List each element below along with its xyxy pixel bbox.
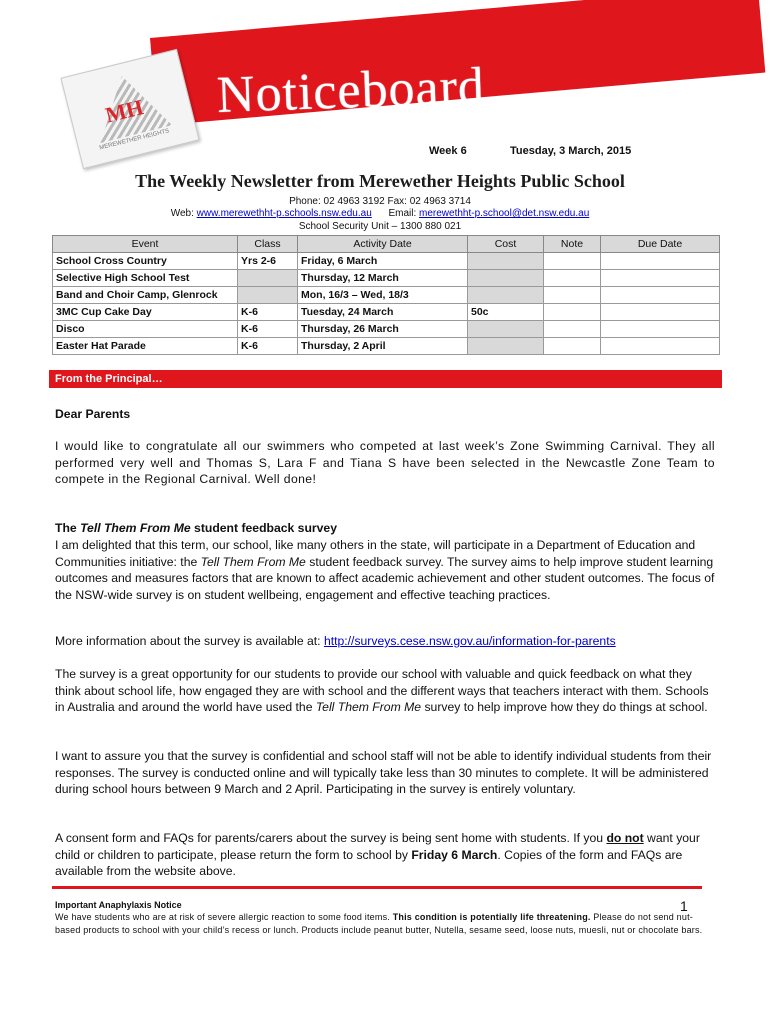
events-table-header-row [53, 236, 720, 253]
due-date-cell [601, 338, 720, 355]
para2-b: student feedback survey. The survey aims to help improve student learning outcomes and measures factors that are known to affect academic achievement and other student outcomes. The focus of the NSW-wide survey is on student wellbeing, engagement and effective teaching practices. [55, 554, 715, 602]
contact-web-email [0, 208, 760, 219]
para4-b: survey to help improve how they do things at school. [421, 700, 708, 714]
para3-text: More information about the survey is available at: [55, 634, 324, 648]
survey-info-paragraph [55, 633, 715, 650]
para4-a: The survey is a great opportunity for our students to provide our school with valuable and quick feedback on what they think about school life, how engaged they are with school and the different ways that teachers interact with them. Schools in Australia and around the world have used the [55, 667, 709, 714]
due-date-cell [601, 321, 720, 338]
para6-b: want your child or children to participate, please return the form to school by [55, 831, 700, 862]
table-row [53, 287, 720, 304]
class-cell [238, 287, 298, 304]
due-date-cell [601, 270, 720, 287]
do-not-emphasis: do not [606, 831, 644, 845]
para4-italic: Tell Them From Me [315, 700, 422, 714]
anaphylaxis-text-a: We have students who are at risk of severe allergic reaction to some food items. [55, 912, 393, 922]
logo-text: MEREWETHER HEIGHTS [98, 128, 170, 152]
date-cell: Mon, 16/3 – Wed, 18/3 [298, 287, 468, 304]
email-link[interactable]: merewethht-p.school@det.nsw.edu.au [419, 208, 590, 219]
newsletter-subtitle: The Weekly Newsletter from Merewether Heights Public School [135, 171, 625, 191]
col-header-activity-date: Activity Date [298, 236, 468, 253]
newsletter-title: Noticeboard [215, 57, 486, 125]
week-label: Week 6 [429, 145, 467, 157]
anaphylaxis-notice [55, 911, 715, 937]
para2-italic: Tell Them From Me [200, 554, 306, 569]
due-date-cell [601, 287, 720, 304]
swimming-paragraph: I would like to congratulate all our swimmers who competed at last week’s Zone Swimming Carnival. They all performed very well and Thomas S, Lara F and Tiana S have been selected in the Newcastle Zone Team to compete in the Regional Carnival. Well done! [55, 439, 715, 486]
footer-divider [52, 886, 702, 889]
col-header-class: Class [238, 236, 298, 253]
class-cell: K-6 [238, 304, 298, 321]
event-cell: Band and Choir Camp, Glenrock [53, 287, 238, 304]
page-number: 1 [680, 898, 688, 914]
anaphylaxis-title: Important Anaphylaxis Notice [55, 900, 182, 910]
event-cell: Selective High School Test [53, 270, 238, 287]
note-cell [544, 270, 601, 287]
col-header-note: Note [544, 236, 601, 253]
due-date-cell [601, 304, 720, 321]
event-cell: School Cross Country [53, 253, 238, 270]
note-cell [544, 321, 601, 338]
event-cell: Easter Hat Parade [53, 338, 238, 355]
date-cell: Tuesday, 24 March [298, 304, 468, 321]
cost-cell: 50c [468, 304, 544, 321]
events-table [52, 235, 720, 355]
para6-a: A consent form and FAQs for parents/carers about the survey is being sent home with students. If you [55, 831, 607, 845]
para2-a: I am delighted that this term, our school, like many others in the state, will participate in a Department of Education and Communities initiative: the [55, 538, 696, 569]
consent-form-paragraph [55, 830, 715, 880]
event-cell: 3MC Cup Cake Day [53, 304, 238, 321]
cost-cell [468, 287, 544, 304]
col-header-due-date: Due Date [601, 236, 720, 253]
cost-cell [468, 253, 544, 270]
security-unit: School Security Unit – 1300 880 021 [298, 221, 462, 232]
note-cell [544, 304, 601, 321]
website-link[interactable]: www.merewethht-p.schools.nsw.edu.au [196, 208, 372, 219]
date-cell: Thursday, 12 March [298, 270, 468, 287]
anaphylaxis-text-b: Please do not send nut-based products to school with your child’s recess or lunch. Products include peanut butter, Nutella, sesame seed, loose nuts, muesli, nut or chocolate bars. [55, 912, 703, 935]
cost-cell [468, 338, 544, 355]
date-cell: Friday, 6 March [298, 253, 468, 270]
cost-cell [468, 321, 544, 338]
survey-heading-italic: Tell Them From Me [80, 521, 191, 535]
survey-opportunity-paragraph [55, 666, 715, 716]
date-cell: Thursday, 26 March [298, 321, 468, 338]
table-row [53, 338, 720, 355]
survey-heading-pre: The [55, 521, 81, 535]
deadline-date: Friday 6 March [411, 847, 498, 862]
class-cell: Yrs 2-6 [238, 253, 298, 270]
class-cell: K-6 [238, 321, 298, 338]
table-row [53, 321, 720, 338]
cost-cell [468, 270, 544, 287]
issue-date: Tuesday, 3 March, 2015 [510, 145, 632, 157]
survey-info-link[interactable]: http://surveys.cese.nsw.gov.au/information-for-parents [323, 634, 616, 648]
col-header-event: Event [53, 236, 238, 253]
note-cell [544, 287, 601, 304]
school-logo [60, 49, 199, 169]
anaphylaxis-warning: This condition is potentially life threatening. [392, 912, 591, 922]
survey-heading [55, 520, 715, 537]
logo-letters: MH [102, 94, 146, 128]
class-cell: K-6 [238, 338, 298, 355]
class-cell [238, 270, 298, 287]
note-cell [544, 253, 601, 270]
table-row [53, 270, 720, 287]
contact-phone-fax: Phone: 02 4963 3192 Fax: 02 4963 3714 [289, 196, 471, 207]
greeting: Dear Parents [55, 407, 131, 421]
table-row [53, 304, 720, 321]
survey-intro-paragraph [55, 537, 715, 603]
note-cell [544, 338, 601, 355]
col-header-cost: Cost [468, 236, 544, 253]
table-row [53, 253, 720, 270]
email-label: Email: [388, 208, 419, 219]
principal-section-heading: From the Principal… [49, 370, 722, 388]
event-cell: Disco [53, 321, 238, 338]
survey-heading-post: student feedback survey [190, 521, 337, 535]
date-cell: Thursday, 2 April [298, 338, 468, 355]
survey-confidential-paragraph: I want to assure you that the survey is confidential and school staff will not be able to identify individual students from their responses. The survey is conducted online and will typically take less than 30 minutes to complete. It will be administered during school hours between 9 March and 2 April. Participating in the survey is entirely voluntary. [55, 749, 712, 796]
para6-c: . Copies of the form and FAQs are available from the website above. [55, 847, 683, 878]
due-date-cell [601, 253, 720, 270]
web-label: Web: [170, 208, 197, 219]
